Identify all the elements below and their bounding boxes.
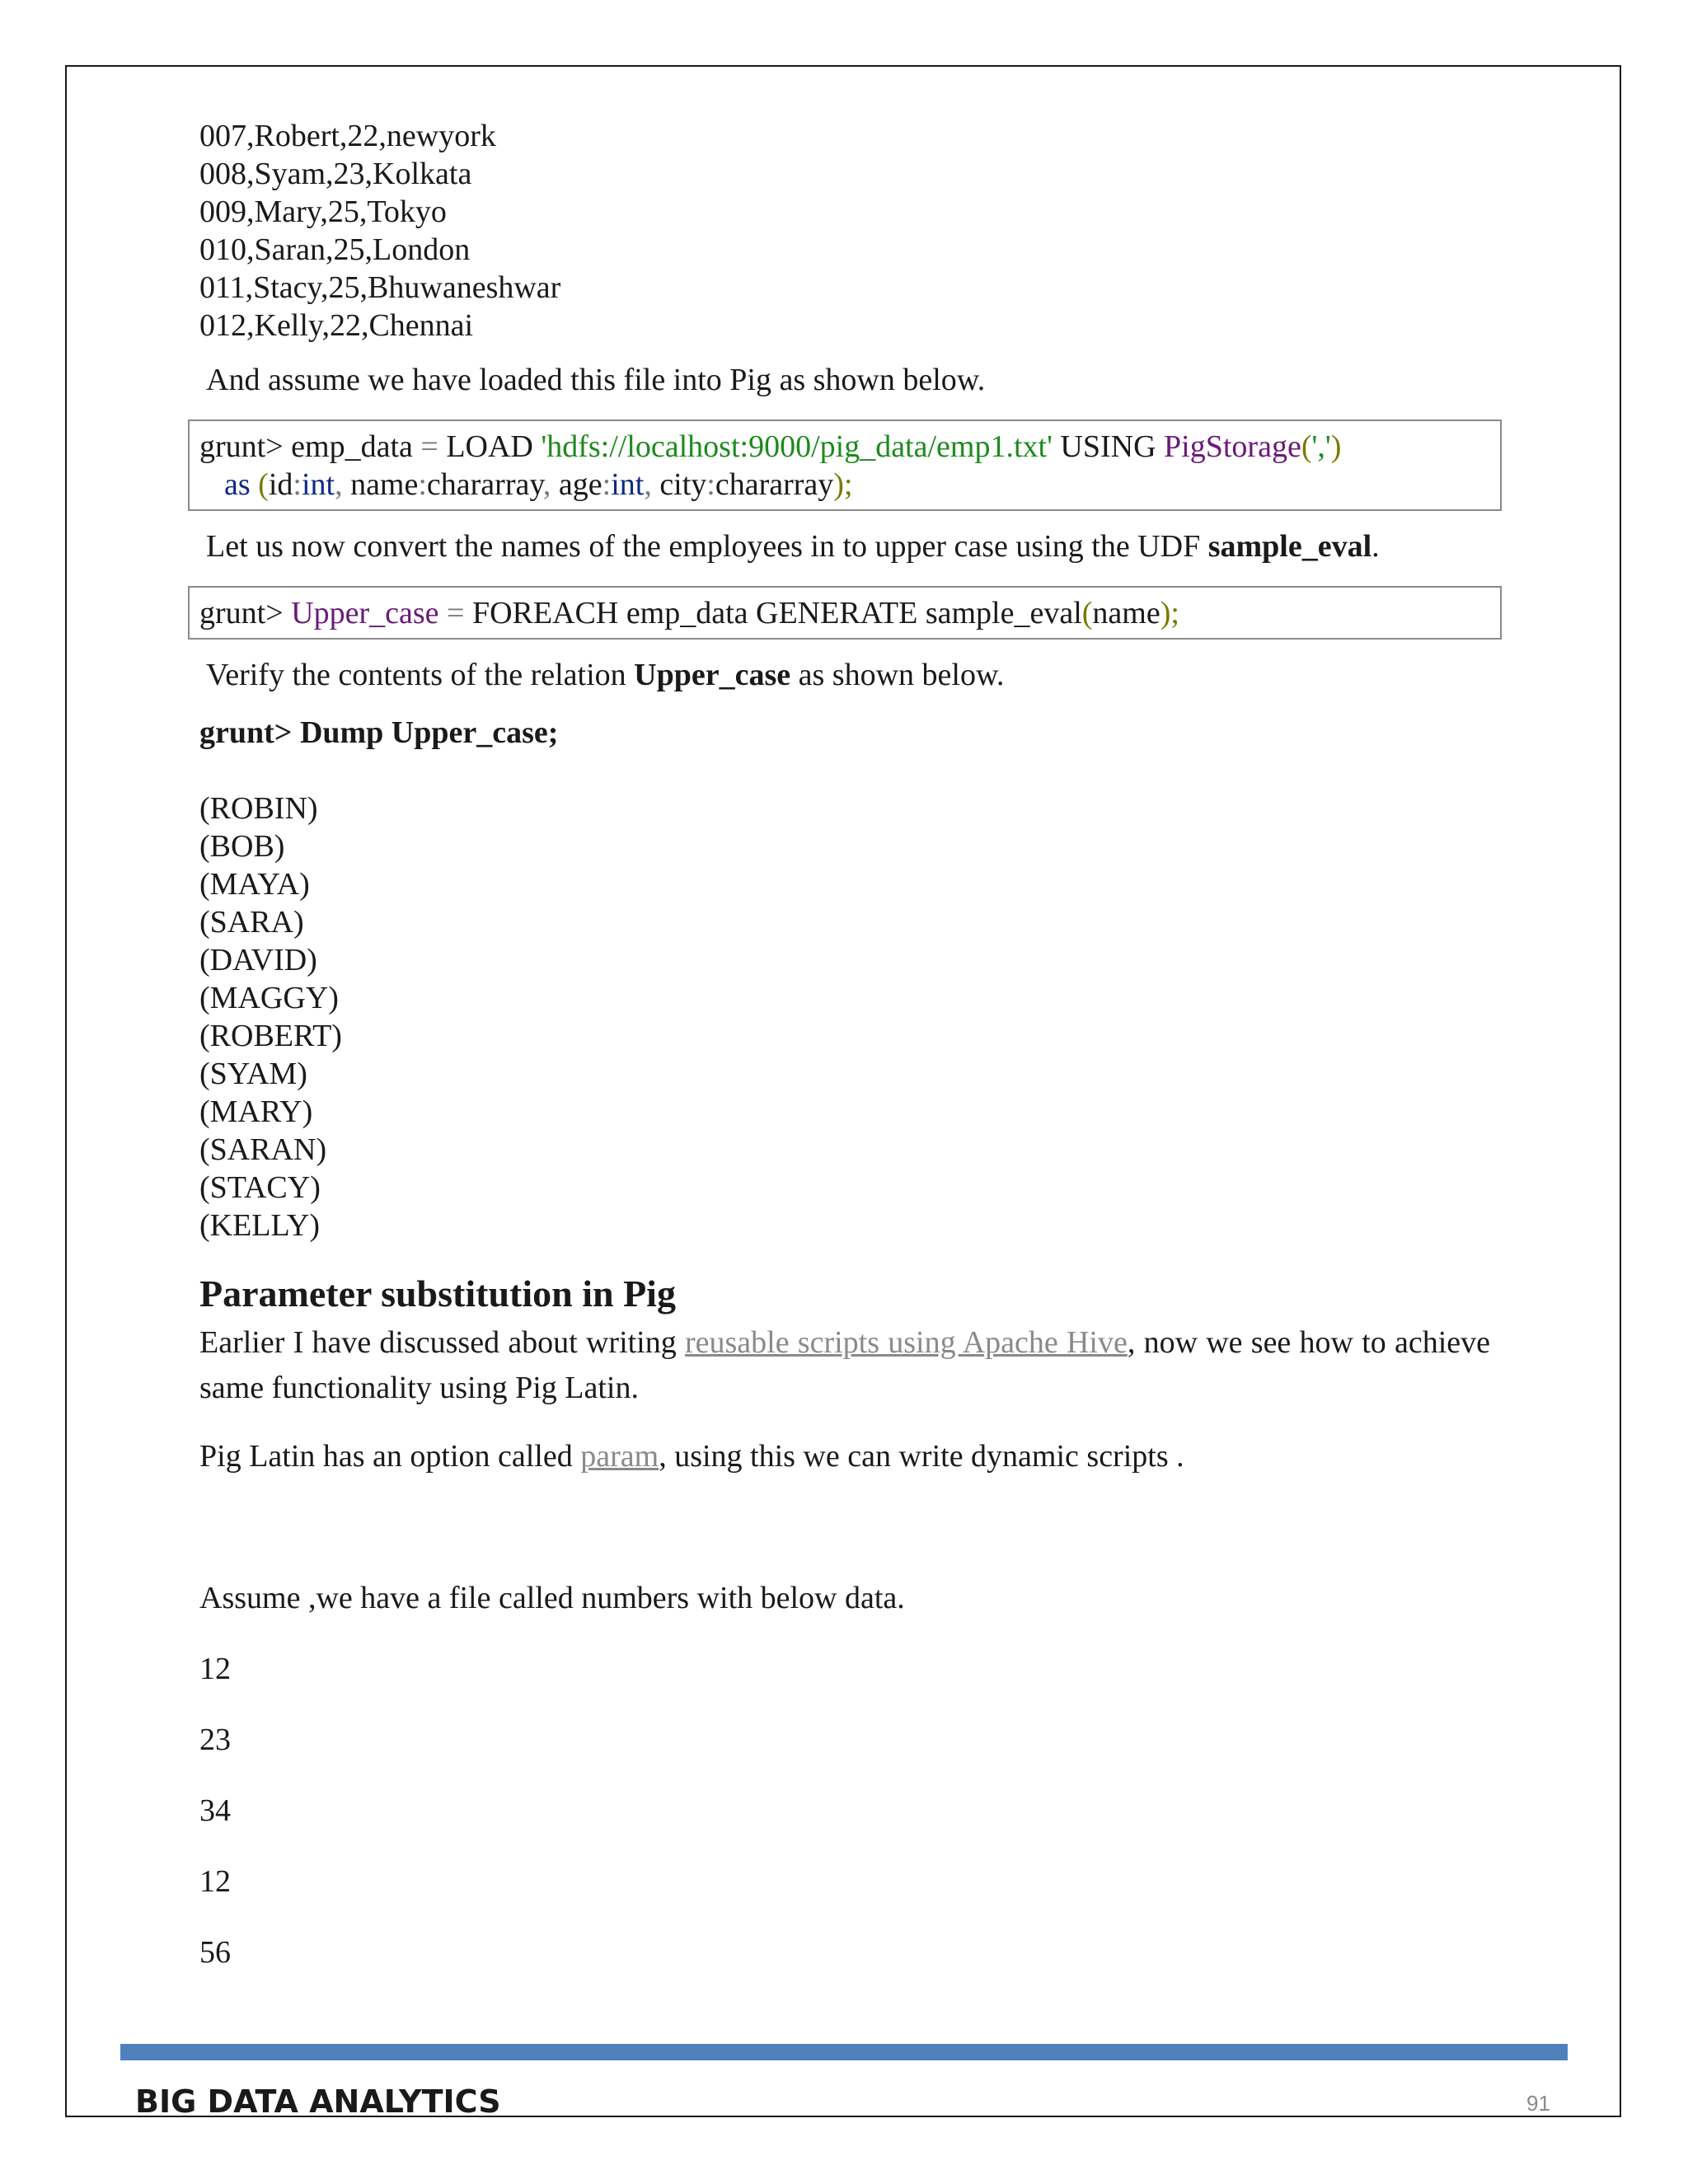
code-token: name bbox=[1092, 596, 1160, 630]
data-line: 009,Mary,25,Tokyo bbox=[199, 194, 447, 229]
dump-output-line: (ROBIN) bbox=[199, 791, 318, 826]
number-line: 23 bbox=[199, 1722, 231, 1757]
code-block-foreach bbox=[188, 586, 1502, 640]
text: Verify the contents of the relation bbox=[206, 658, 635, 692]
paragraph-convert bbox=[206, 527, 1380, 565]
text: , now we see how to achieve same functionality using Pig Latin. bbox=[199, 1325, 1490, 1405]
code-token: = bbox=[438, 596, 465, 630]
code-token: , bbox=[542, 467, 551, 502]
code-line bbox=[199, 428, 1490, 466]
data-line: 010,Saran,25,London bbox=[199, 232, 471, 267]
text: . bbox=[1372, 529, 1380, 564]
code-keyword: as bbox=[224, 467, 251, 502]
code-token: city bbox=[651, 467, 707, 502]
code-token: FOREACH emp_data GENERATE sample_eval bbox=[464, 596, 1082, 630]
code-block-load bbox=[188, 419, 1502, 511]
paragraph-load: And assume we have loaded this file into Pig as shown below. bbox=[206, 363, 986, 397]
data-line: 011,Stacy,25,Bhuwaneshwar bbox=[199, 270, 561, 305]
section-heading: Parameter substitution in Pig bbox=[199, 1272, 676, 1315]
dump-command: grunt> Dump Upper_case; bbox=[199, 715, 559, 750]
data-line: 007,Robert,22,newyork bbox=[199, 119, 496, 153]
code-token: ( bbox=[1301, 429, 1312, 464]
code-type: int bbox=[301, 467, 335, 502]
text: Pig Latin has an option called bbox=[199, 1439, 581, 1474]
code-type: int bbox=[611, 467, 645, 502]
number-line: 12 bbox=[199, 1652, 231, 1686]
code-token: id bbox=[268, 467, 293, 502]
code-prompt: grunt> bbox=[199, 596, 284, 630]
hive-scripts-link[interactable]: reusable scripts using Apache Hive bbox=[684, 1325, 1128, 1360]
code-token: age bbox=[551, 467, 603, 502]
number-line: 56 bbox=[199, 1935, 231, 1970]
dump-output-line: (SYAM) bbox=[199, 1057, 307, 1091]
dump-output-line: (BOB) bbox=[199, 829, 285, 864]
code-token: name bbox=[342, 467, 419, 502]
text: Let us now convert the names of the employees in to upper case using the UDF bbox=[206, 529, 1208, 564]
code-token: : bbox=[602, 467, 612, 502]
dump-output-line: (MARY) bbox=[199, 1094, 313, 1129]
code-token: , bbox=[335, 467, 343, 502]
code-token: , bbox=[644, 467, 652, 502]
code-string: ',' bbox=[1311, 429, 1331, 464]
dump-output-line: (STACY) bbox=[199, 1170, 321, 1205]
dump-output-line: (MAYA) bbox=[199, 867, 310, 902]
code-token: USING bbox=[1052, 429, 1165, 464]
code-type: chararray bbox=[426, 467, 543, 502]
code-token: ( bbox=[250, 467, 269, 502]
code-token: : bbox=[706, 467, 715, 502]
dump-output-line: (SARA) bbox=[199, 905, 304, 940]
code-token: ( bbox=[1081, 596, 1093, 630]
page-number: 91 bbox=[1526, 2091, 1550, 2116]
code-function: PigStorage bbox=[1164, 429, 1301, 464]
relation-name: Upper_case bbox=[634, 658, 791, 692]
code-line bbox=[199, 594, 1490, 632]
data-line: 008,Syam,23,Kolkata bbox=[199, 157, 472, 191]
code-token: : bbox=[293, 467, 302, 502]
footer-bar bbox=[120, 2044, 1568, 2060]
dump-output-line: (MAGGY) bbox=[199, 981, 339, 1015]
code-token: = bbox=[420, 429, 438, 464]
dump-output-line: (KELLY) bbox=[199, 1208, 321, 1243]
dump-output-line: (ROBERT) bbox=[199, 1019, 342, 1053]
dump-output-line: (SARAN) bbox=[199, 1132, 327, 1167]
udf-name: sample_eval bbox=[1207, 529, 1372, 564]
text: , using this we can write dynamic scripts . bbox=[659, 1439, 1184, 1474]
text: as shown below. bbox=[790, 658, 1005, 692]
code-prompt: grunt> bbox=[199, 429, 284, 464]
text: Earlier I have discussed about writing bbox=[199, 1325, 685, 1360]
code-token: ) bbox=[1330, 429, 1342, 464]
paragraph-earlier bbox=[199, 1320, 1490, 1411]
data-line: 012,Kelly,22,Chennai bbox=[199, 308, 474, 343]
paragraph-assume: Assume ,we have a file called numbers with below data. bbox=[199, 1581, 905, 1615]
number-line: 12 bbox=[199, 1864, 231, 1899]
code-token: : bbox=[418, 467, 427, 502]
code-token: emp_data bbox=[283, 429, 421, 464]
code-token: Upper_case bbox=[283, 596, 439, 630]
paragraph-param bbox=[199, 1437, 1184, 1475]
dump-output-line: (DAVID) bbox=[199, 943, 317, 977]
code-line bbox=[199, 466, 1490, 504]
code-type: chararray bbox=[715, 467, 834, 502]
code-token: ); bbox=[833, 467, 853, 502]
number-line: 34 bbox=[199, 1793, 231, 1828]
code-token: ); bbox=[1160, 596, 1179, 630]
code-string: 'hdfs://localhost:9000/pig_data/emp1.txt' bbox=[541, 429, 1053, 464]
param-link[interactable]: param bbox=[580, 1439, 659, 1474]
paragraph-verify bbox=[206, 656, 1004, 694]
code-token: LOAD bbox=[438, 429, 542, 464]
footer-title: BIG DATA ANALYTICS bbox=[135, 2083, 501, 2120]
